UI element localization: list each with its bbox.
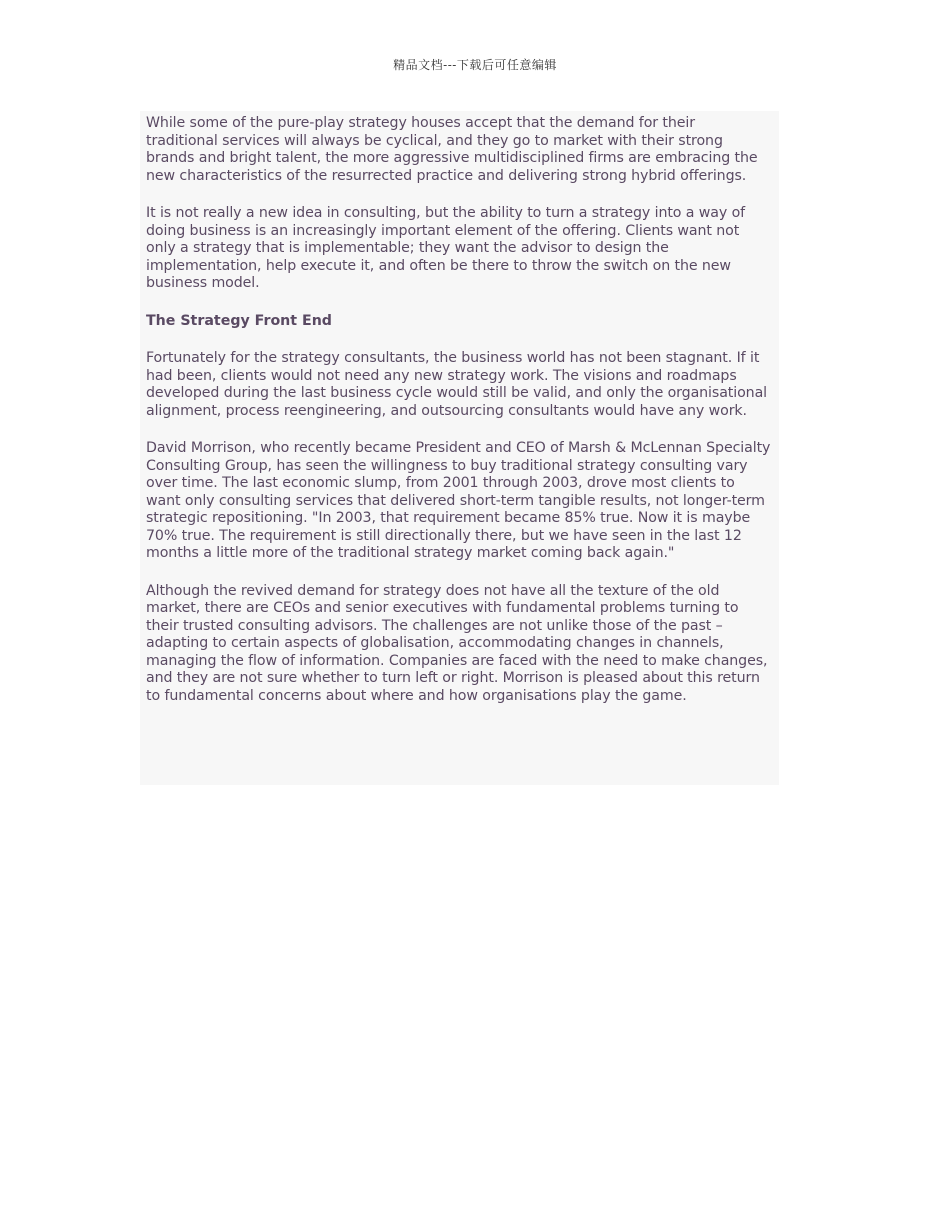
article-body <box>140 111 779 785</box>
article-paragraph: While some of the pure-play strategy houses accept that the demand for their traditional services will always be cyclical, and they go to market with their strong brands and bright talent, the more aggressive multidisciplined firms are embracing the new characteristics of the resurrected practice and delivering strong hybrid offerings. <box>146 115 758 184</box>
article-paragraph: It is not really a new idea in consulting, but the ability to turn a strategy into a way of doing business is an increasingly important element of the offering. Clients want not only a strategy that is implementable; they want the advisor to design the implementation, help execute it, and often be there to throw the switch on the new business model. <box>146 205 746 291</box>
article-paragraph: Fortunately for the strategy consultants, the business world has not been stagnant. If it had been, clients would not need any new strategy work. The visions and roadmaps developed during the last business cycle would still be valid, and only the organisational alignment, process reengineering, and outsourcing consultants would have any work. <box>146 350 768 419</box>
document-watermark-header: 精品文档---下载后可任意编辑 <box>393 58 557 72</box>
article-paragraph: David Morrison, who recently became President and CEO of Marsh & McLennan Specialty Consulting Group, has seen the willingness to buy traditional strategy consulting vary over time. The last economic slump, from 2001 through 2003, drove most clients to want only consulting services that delivered short-term tangible results, not longer-term strategic repositioning. "In 2003, that requirement became 85% true. Now it is maybe 70% true. The requirement is still directionally there, but we have seen in the last 12 months a little more of the traditional strategy market coming back again." <box>146 440 771 561</box>
article-paragraph: Although the revived demand for strategy does not have all the texture of the old market, there are CEOs and senior executives with fundamental problems turning to their trusted consulting advisors. The challenges are not unlike those of the past – adapting to certain aspects of globalisation, accommodating changes in channels, managing the flow of information. Companies are faced with the need to make changes, and they are not sure whether to turn left or right. Morrison is pleased about this return to fundamental concerns about where and how organisations play the game. <box>146 582 768 704</box>
section-heading: The Strategy Front End <box>146 312 332 329</box>
